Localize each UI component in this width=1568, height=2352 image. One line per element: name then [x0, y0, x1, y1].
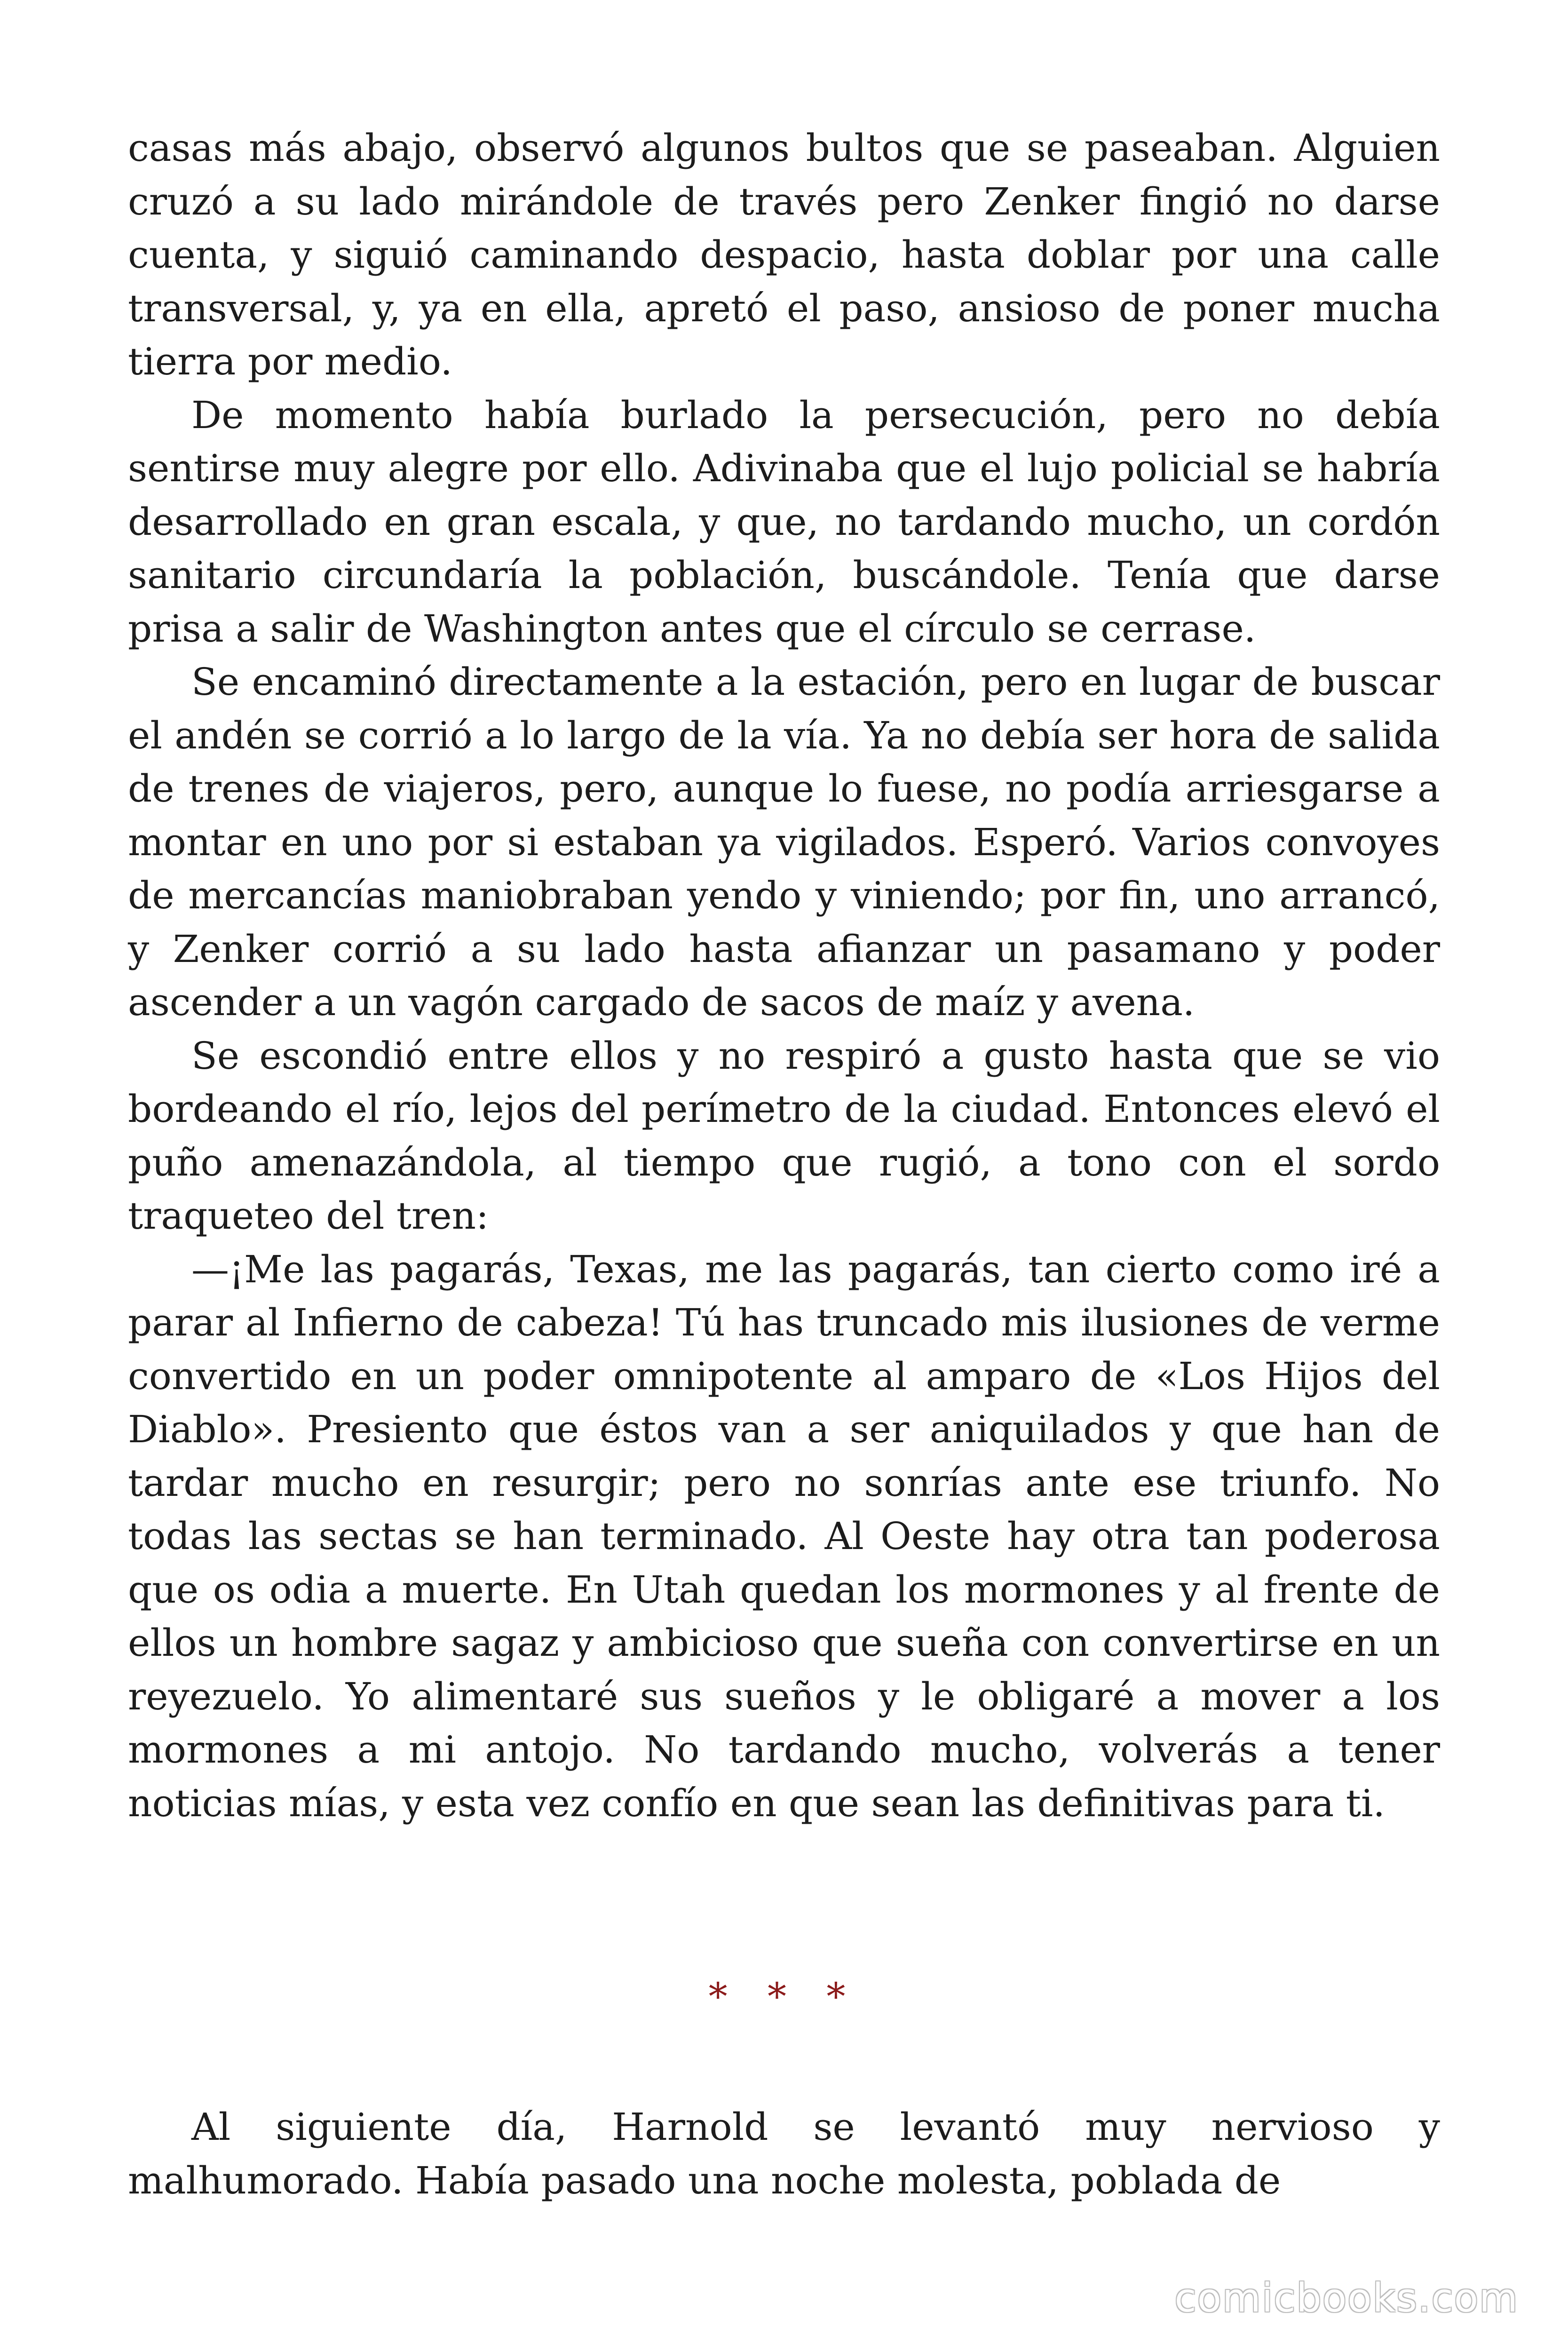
paragraph: De momento había burlado la persecución, pero no debía sentirse muy alegre por ello. Adivinaba que el lujo policial se habría desarrollado en gran escala, y que, no tardando mucho, un cordón sanitario circundaría la población, buscándole. Tenía que darse prisa a salir de Washington antes que el círculo se cerrase. [128, 393, 1440, 651]
paragraph: Se encaminó directamente a la estación, pero en lugar de buscar el andén se corrió a lo largo de la vía. Ya no debía ser hora de salida de trenes de viajeros, pero, aunque lo fuese, no podía arriesgarse a montar en uno por si estaban ya vigilados. Esperó. Varios convoyes de mercancías maniobraban yendo y viniendo; por fin, uno arrancó, y Zenker corrió a su lado hasta afianzar un pasamano y poder ascender a un vagón cargado de sacos de maíz y avena. [128, 660, 1440, 1024]
page-text [128, 121, 1440, 1830]
watermark-text: comicbooks.com [1174, 2275, 1519, 2321]
page-text-after-break [128, 2100, 1440, 2207]
scene-break-asterisks: * * * [708, 1975, 860, 2018]
paragraph: Se escondió entre ellos y no respiró a gusto hasta que se vio bordeando el río, lejos del perímetro de la ciudad. Entonces elevó el puño amenazándola, al tiempo que rugió, a tono con el sordo traqueteo del tren: [128, 1033, 1440, 1238]
paragraph-continued: casas más abajo, observó algunos bultos que se paseaban. Alguien cruzó a su lado mirándole de través pero Zenker fingió no darse cuenta, y siguió caminando despacio, hasta doblar por una calle transversal, y, ya en ella, apretó el paso, ansioso de poner mucha tierra por medio. [128, 126, 1440, 383]
paragraph: Al siguiente día, Harnold se levantó muy nervioso y malhumorado. Había pasado una noche molesta, poblada de [128, 2105, 1440, 2202]
dialogue-paragraph: —¡Me las pagarás, Texas, me las pagarás, tan cierto como iré a parar al Infierno de cabeza! Tú has truncado mis ilusiones de verme convertido en un poder omnipotente al amparo de «Los Hijos del Diablo». Presiento que éstos van a ser aniquilados y que han de tardar mucho en resurgir; pero no sonrías ante ese triunfo. No todas las sectas se han terminado. Al Oeste hay otra tan poderosa que os odia a muerte. En Utah quedan los mormones y al frente de ellos un hombre sagaz y ambicioso que sueña con convertirse en un reyezuelo. Yo alimentaré sus sueños y le obligaré a mover a los mormones a mi antojo. No tardando mucho, volverás a tener noticias mías, y esta vez confío en que sean las definitivas para ti. [128, 1247, 1440, 1825]
